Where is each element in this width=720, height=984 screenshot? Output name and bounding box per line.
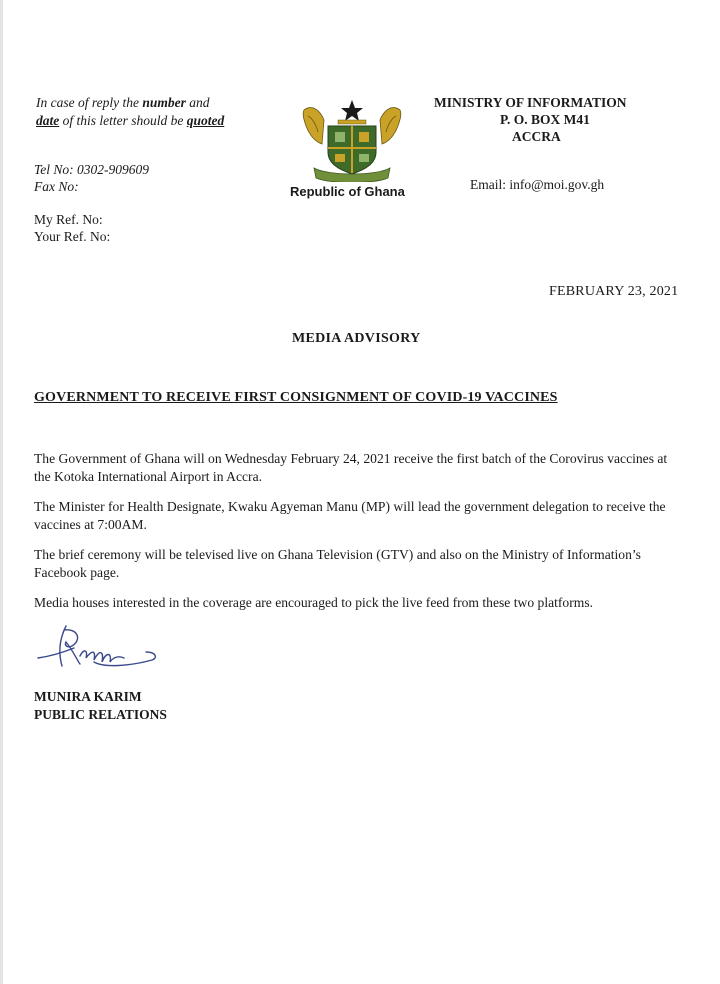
ministry-email: Email: info@moi.gov.gh bbox=[470, 177, 605, 192]
tel-number: Tel No: 0302-909609 bbox=[34, 162, 150, 177]
reply-text-underlined: quoted bbox=[186, 113, 225, 128]
fax-number: Fax No: bbox=[34, 179, 79, 194]
reply-text: and bbox=[185, 95, 210, 110]
phone-fax-block bbox=[34, 161, 149, 195]
body-paragraph: Media houses interested in the coverage are encouraged to pick the live feed from these two platforms. bbox=[34, 595, 594, 610]
reply-text-bold: number bbox=[142, 95, 186, 110]
body-paragraph: The Minister for Health Designate, Kwaku Agyeman Manu (MP) will lead the government delegation to receive the vaccines at 7:00AM. bbox=[34, 499, 666, 532]
letter-date: FEBRUARY 23, 2021 bbox=[549, 284, 679, 299]
reference-block bbox=[34, 211, 110, 245]
signatory-title: PUBLIC RELATIONS bbox=[34, 707, 167, 722]
coat-of-arms-icon bbox=[298, 96, 406, 182]
reply-instruction bbox=[36, 94, 224, 130]
republic-label: Republic of Ghana bbox=[290, 184, 405, 199]
my-ref: My Ref. No: bbox=[34, 212, 103, 227]
ministry-name: MINISTRY OF INFORMATION bbox=[434, 95, 627, 110]
body-paragraph: The brief ceremony will be televised live on Ghana Television (GTV) and also on the Ministry of Information’s Facebook page. bbox=[34, 547, 641, 580]
ministry-pobox: P. O. BOX M41 bbox=[500, 112, 590, 127]
body-paragraph: The Government of Ghana will on Wednesday February 24, 2021 receive the first batch of the Corovirus vaccines at the Kotoka International Airport in Accra. bbox=[34, 451, 668, 484]
reply-text: of this letter should be bbox=[59, 113, 187, 128]
headline: GOVERNMENT TO RECEIVE FIRST CONSIGNMENT OF COVID-19 VACCINES bbox=[34, 390, 558, 405]
ministry-city: ACCRA bbox=[512, 129, 561, 144]
signature-icon bbox=[34, 622, 162, 672]
signatory-name: MUNIRA KARIM bbox=[34, 689, 142, 704]
advisory-title: MEDIA ADVISORY bbox=[292, 331, 421, 346]
page-edge bbox=[0, 0, 3, 984]
reply-text: In case of reply the bbox=[36, 95, 143, 110]
letter-body bbox=[34, 450, 684, 624]
signatory-block bbox=[34, 688, 167, 724]
your-ref: Your Ref. No: bbox=[34, 229, 111, 244]
ministry-address bbox=[434, 94, 627, 145]
reply-text-underlined: date bbox=[36, 113, 60, 128]
